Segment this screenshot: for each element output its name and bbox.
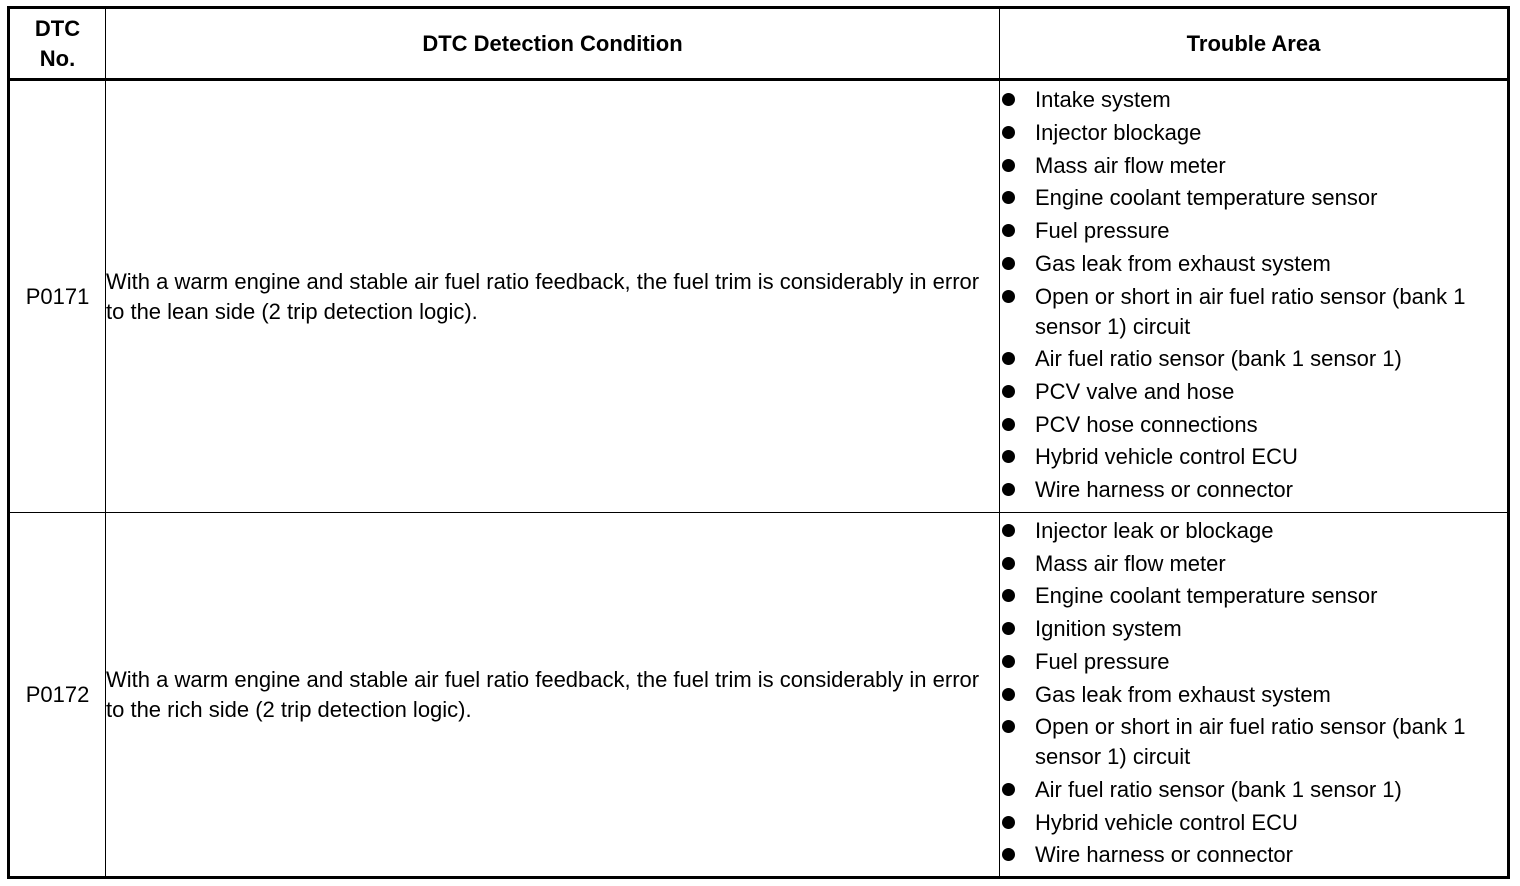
header-condition: DTC Detection Condition xyxy=(106,8,1000,80)
table-row xyxy=(9,80,1509,513)
trouble-area-list xyxy=(1000,516,1507,870)
trouble-area-item: PCV valve and hose xyxy=(1000,377,1507,407)
trouble-area-list xyxy=(1000,85,1507,505)
header-trouble-area: Trouble Area xyxy=(1000,8,1509,80)
trouble-area-item: Injector leak or blockage xyxy=(1000,516,1507,546)
detection-condition: With a warm engine and stable air fuel ratio feedback, the fuel trim is considerably in error to the rich side (2 trip detection logic). xyxy=(106,513,1000,878)
header-row xyxy=(9,8,1509,80)
trouble-area xyxy=(1000,80,1509,513)
trouble-area-item: Open or short in air fuel ratio sensor (bank 1 sensor 1) circuit xyxy=(1000,282,1507,342)
trouble-area-item: Engine coolant temperature sensor xyxy=(1000,581,1507,611)
header-dtc-no: DTC No. xyxy=(9,8,106,80)
trouble-area-item: Open or short in air fuel ratio sensor (bank 1 sensor 1) circuit xyxy=(1000,712,1507,772)
detection-condition: With a warm engine and stable air fuel ratio feedback, the fuel trim is considerably in error to the lean side (2 trip detection logic). xyxy=(106,80,1000,513)
trouble-area-item: Hybrid vehicle control ECU xyxy=(1000,442,1507,472)
trouble-area-item: Gas leak from exhaust system xyxy=(1000,680,1507,710)
trouble-area-item: Injector blockage xyxy=(1000,118,1507,148)
trouble-area-item: Fuel pressure xyxy=(1000,216,1507,246)
dtc-code: P0172 xyxy=(9,513,106,878)
trouble-area xyxy=(1000,513,1509,878)
dtc-code: P0171 xyxy=(9,80,106,513)
trouble-area-item: Wire harness or connector xyxy=(1000,475,1507,505)
trouble-area-item: Mass air flow meter xyxy=(1000,151,1507,181)
dtc-table xyxy=(7,6,1510,879)
trouble-area-item: Hybrid vehicle control ECU xyxy=(1000,808,1507,838)
trouble-area-item: Air fuel ratio sensor (bank 1 sensor 1) xyxy=(1000,344,1507,374)
trouble-area-item: Intake system xyxy=(1000,85,1507,115)
trouble-area-item: Engine coolant temperature sensor xyxy=(1000,183,1507,213)
trouble-area-item: Ignition system xyxy=(1000,614,1507,644)
trouble-area-item: PCV hose connections xyxy=(1000,410,1507,440)
trouble-area-item: Gas leak from exhaust system xyxy=(1000,249,1507,279)
trouble-area-item: Mass air flow meter xyxy=(1000,549,1507,579)
trouble-area-item: Wire harness or connector xyxy=(1000,840,1507,870)
trouble-area-item: Fuel pressure xyxy=(1000,647,1507,677)
table-row xyxy=(9,513,1509,878)
trouble-area-item: Air fuel ratio sensor (bank 1 sensor 1) xyxy=(1000,775,1507,805)
